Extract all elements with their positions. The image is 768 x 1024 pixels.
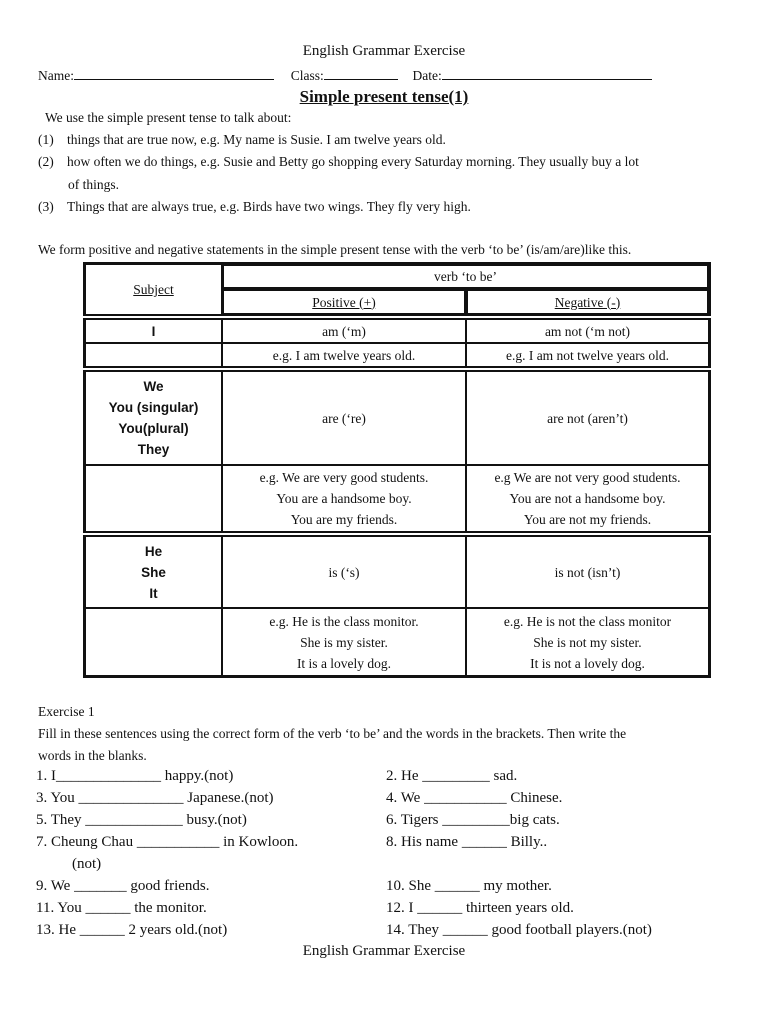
example-line: e.g. He is not the class monitor xyxy=(503,613,672,629)
subject-they: They xyxy=(137,442,170,457)
empty-cell xyxy=(85,343,222,367)
exercise-item-2[interactable]: 2. He _________ sad. xyxy=(386,768,518,784)
example-line: It is a lovely dog. xyxy=(296,655,392,671)
exercise-instructions: Fill in these sentences using the correct form of the verb ‘to be’ and the words in the brackets. Then write the xyxy=(38,726,627,741)
positive-examples-is xyxy=(222,608,466,676)
name-label: Name: xyxy=(38,68,74,83)
subject-header: Subject xyxy=(85,264,222,315)
form-sentence: We form positive and negative statements in the simple present tense with the verb ‘to be’ (is/am/are)like this. xyxy=(38,242,632,257)
use-text: things that are true now, e.g. My name is Susie. I am twelve years old. xyxy=(67,132,446,147)
use-text: Things that are always true, e.g. Birds have two wings. They fly very high. xyxy=(67,199,471,214)
empty-cell xyxy=(85,465,222,532)
positive-i: am (‘m) xyxy=(222,319,466,343)
use-item-3 xyxy=(38,199,471,215)
example-line: She is my sister. xyxy=(300,634,388,650)
exercise-item-9[interactable]: 9. We _______ good friends. xyxy=(36,878,210,894)
positive-examples-are xyxy=(222,465,466,532)
example-line: e.g. He is the class monitor. xyxy=(269,613,419,629)
exercise-item-13[interactable]: 13. He ______ 2 years old.(not) xyxy=(36,922,228,938)
exercise-title: Exercise 1 xyxy=(38,704,95,719)
exercise-item-10[interactable]: 10. She ______ my mother. xyxy=(386,878,552,894)
subject-singular xyxy=(85,536,222,608)
positive-is: is (‘s) xyxy=(222,536,466,608)
negative-example-i: e.g. I am not twelve years old. xyxy=(466,343,709,367)
positive-example-i: e.g. I am twelve years old. xyxy=(222,343,466,367)
exercise-item-3[interactable]: 3. You ______________ Japanese.(not) xyxy=(36,790,274,806)
exercise-item-7-continued: (not) xyxy=(72,856,102,872)
subject-i: I xyxy=(85,319,222,343)
date-field[interactable] xyxy=(442,66,652,80)
example-line: It is not a lovely dog. xyxy=(530,655,645,671)
exercise-item-6[interactable]: 6. Tigers _________big cats. xyxy=(386,812,560,828)
negative-examples-is xyxy=(466,608,709,676)
subject-he: He xyxy=(144,543,163,559)
use-number: (1) xyxy=(38,132,54,147)
subject-it: It xyxy=(149,585,158,601)
example-line: You are not a handsome boy. xyxy=(509,491,666,506)
subject-plural xyxy=(85,371,222,465)
example-line: She is not my sister. xyxy=(533,634,642,650)
use-number: (2) xyxy=(38,154,54,169)
negative-examples-are xyxy=(466,465,709,532)
example-line: You are my friends. xyxy=(290,512,398,527)
lesson-heading: Simple present tense(1) xyxy=(299,87,469,106)
exercise-instructions-continued: words in the blanks. xyxy=(38,748,147,763)
class-label: Class: xyxy=(290,68,324,83)
example-line: You are not my friends. xyxy=(523,512,652,527)
use-item-1 xyxy=(38,132,446,148)
worksheet-title: English Grammar Exercise xyxy=(302,43,466,59)
negative-i: am not (‘m not) xyxy=(466,319,709,343)
example-line: e.g. We are very good students. xyxy=(259,470,429,485)
use-text: how often we do things, e.g. Susie and Betty go shopping every Saturday morning. They usually buy a lot xyxy=(67,154,639,169)
header-fields xyxy=(38,66,652,84)
footer-title: English Grammar Exercise xyxy=(302,943,466,959)
use-item-2 xyxy=(38,154,639,170)
exercise-item-5[interactable]: 5. They _____________ busy.(not) xyxy=(36,812,247,828)
empty-cell xyxy=(85,608,222,676)
class-field[interactable] xyxy=(324,66,398,80)
negative-are: are not (aren’t) xyxy=(466,371,709,465)
example-line: e.g We are not very good students. xyxy=(494,470,681,485)
negative-header: Negative (-) xyxy=(466,289,709,315)
exercise-item-7[interactable]: 7. Cheung Chau ___________ in Kowloon. xyxy=(36,834,299,850)
exercise-item-11[interactable]: 11. You ______ the monitor. xyxy=(36,900,207,916)
subject-you-plural: You(plural) xyxy=(118,421,189,436)
name-field[interactable] xyxy=(74,66,274,80)
subject-we: We xyxy=(143,379,164,394)
negative-is: is not (isn’t) xyxy=(466,536,709,608)
exercise-item-1[interactable]: 1. I______________ happy.(not) xyxy=(36,768,234,784)
positive-are: are (‘re) xyxy=(222,371,466,465)
subject-she: She xyxy=(141,564,166,580)
use-number: (3) xyxy=(38,199,54,214)
intro-text: We use the simple present tense to talk about: xyxy=(45,110,292,125)
use-item-2-continued: of things. xyxy=(68,177,120,192)
verb-header: verb ‘to be’ xyxy=(222,264,709,289)
exercise-item-8[interactable]: 8. His name ______ Billy.. xyxy=(386,834,548,850)
example-line: You are a handsome boy. xyxy=(276,491,412,506)
date-label: Date: xyxy=(412,68,442,83)
subject-you-singular: You (singular) xyxy=(108,400,199,415)
exercise-item-4[interactable]: 4. We ___________ Chinese. xyxy=(386,790,563,806)
exercise-item-14[interactable]: 14. They ______ good football players.(not) xyxy=(386,922,652,938)
exercise-item-12[interactable]: 12. I ______ thirteen years old. xyxy=(386,900,574,916)
positive-header: Positive (+) xyxy=(222,289,466,315)
